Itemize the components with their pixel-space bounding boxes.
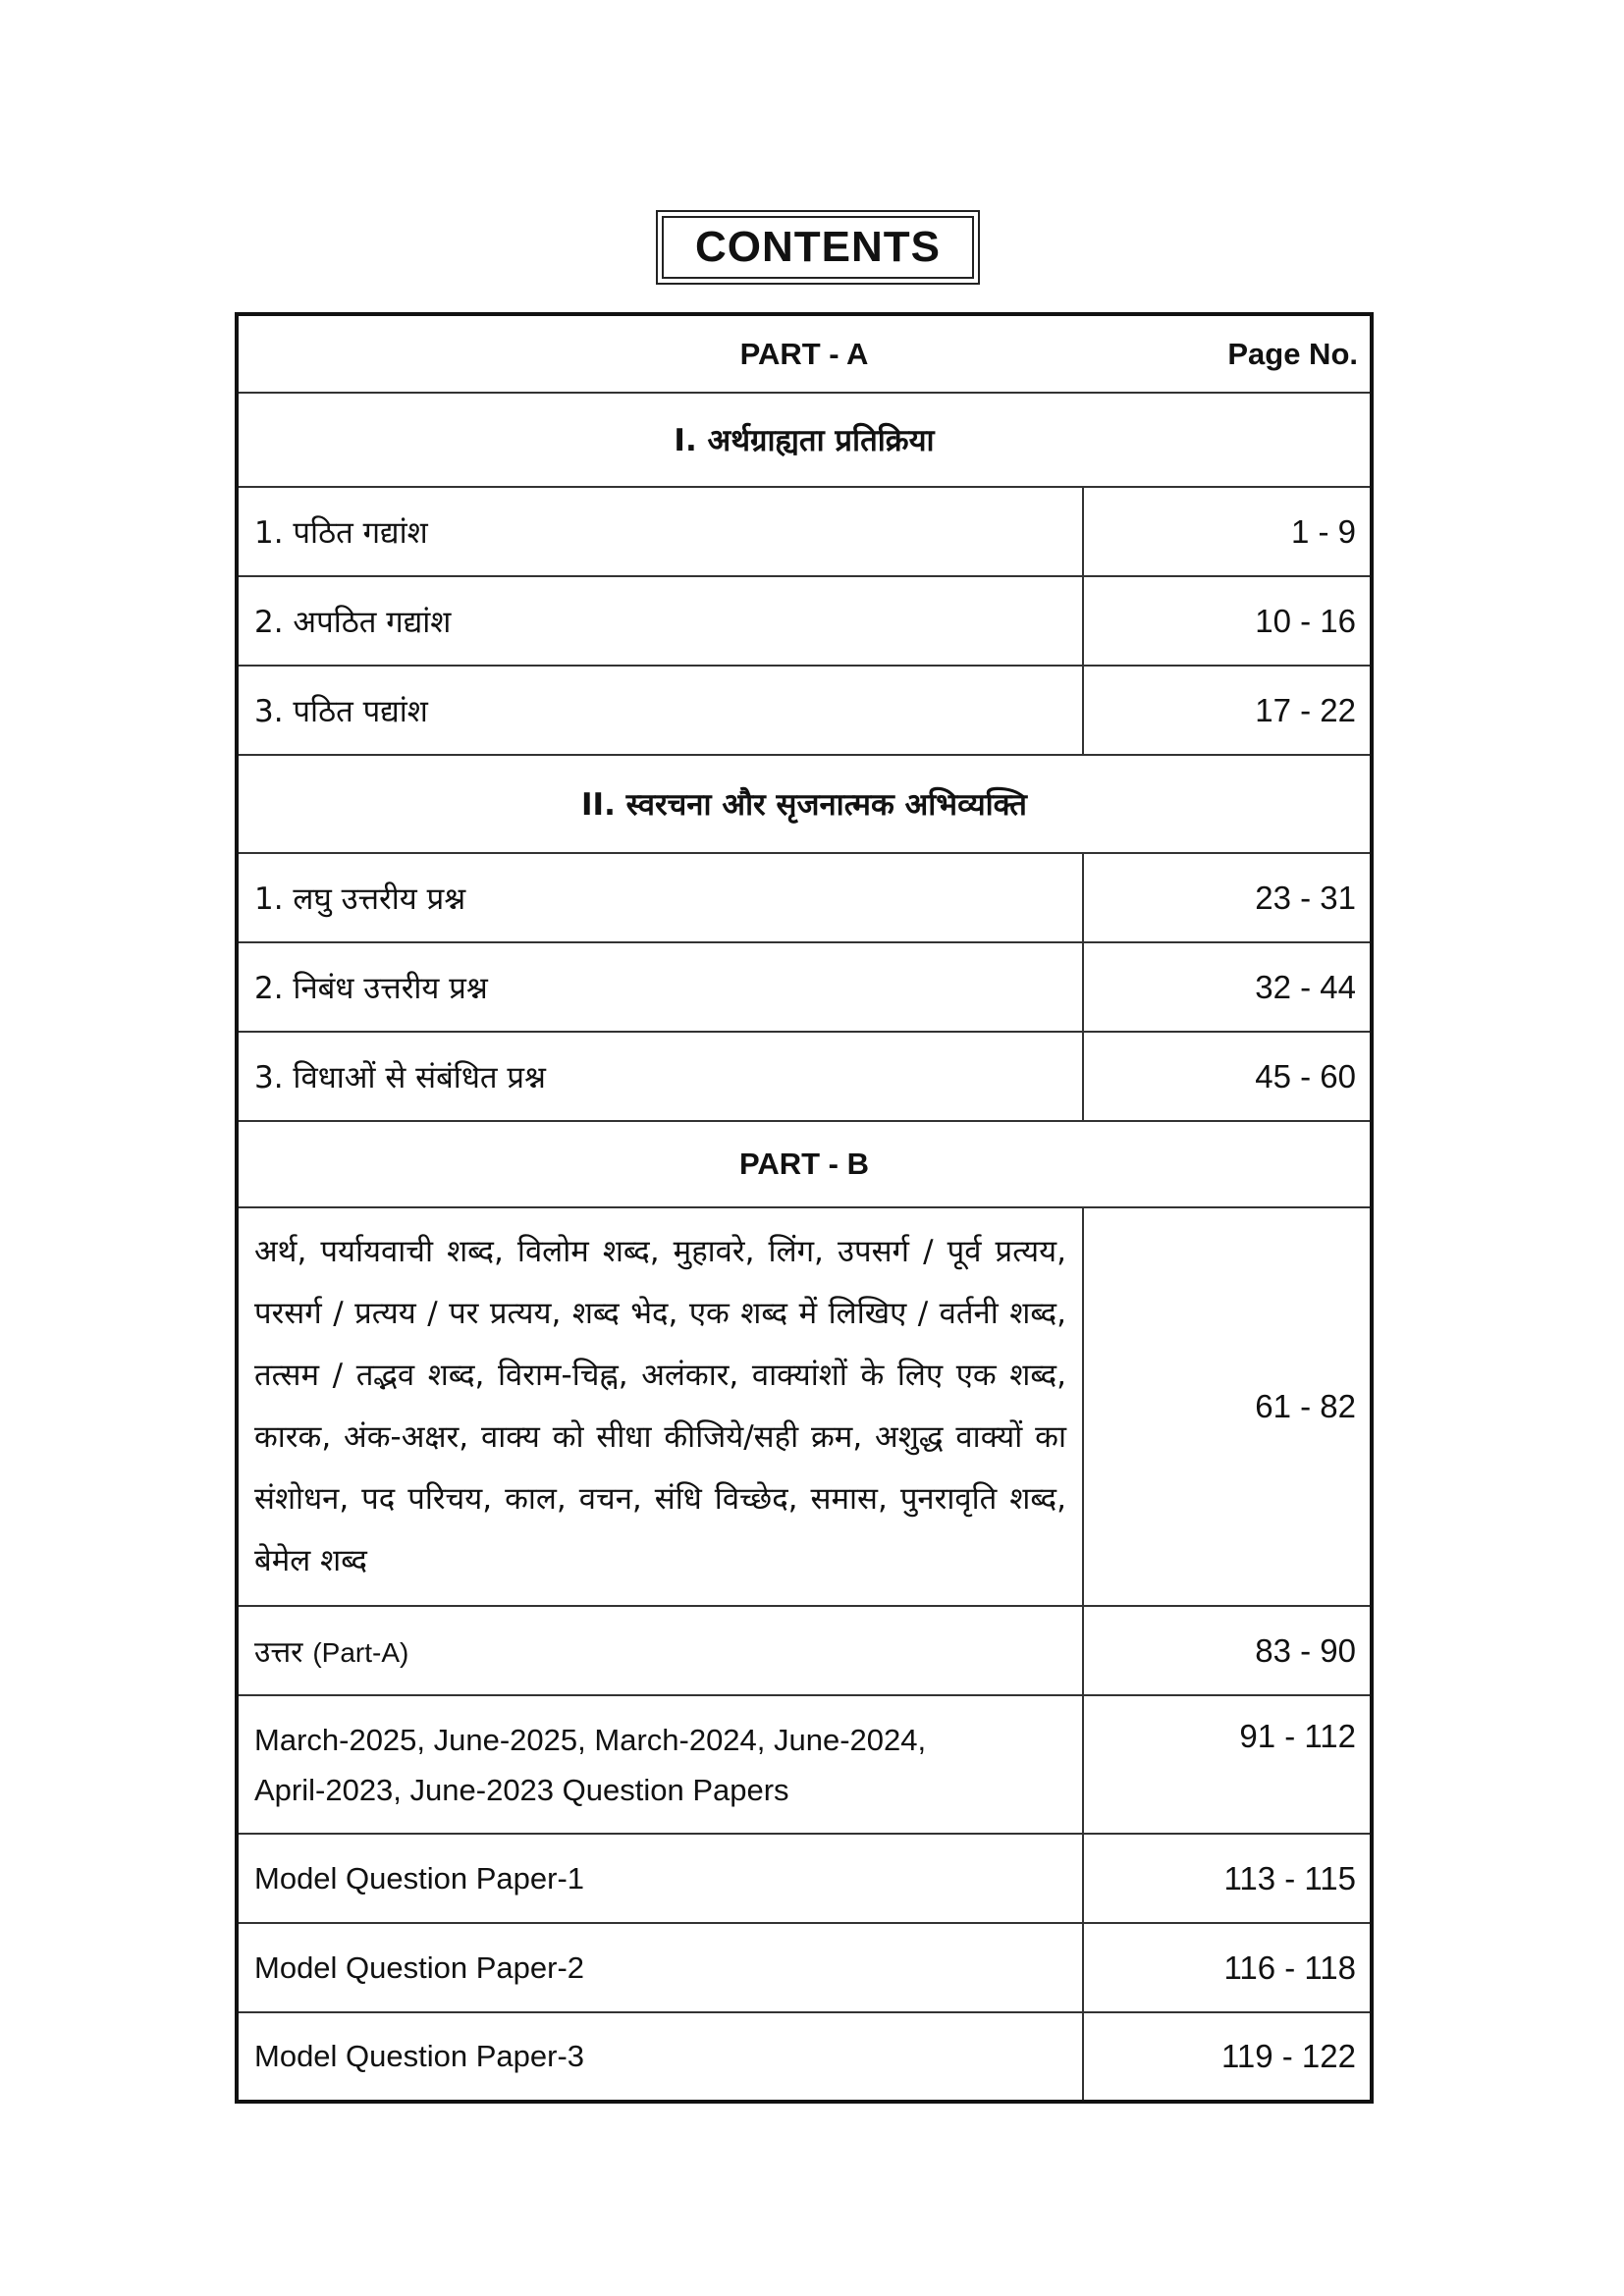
question-papers-line-1: March-2025, June-2025, March-2024, June-2024,	[254, 1722, 927, 1757]
question-papers-line-2: April-2023, June-2023 Question Papers	[254, 1772, 789, 1807]
toc-entry-label: Model Question Paper-2	[237, 1923, 1083, 2012]
toc-row	[237, 576, 1372, 666]
toc-entry-label: Model Question Paper-3	[237, 2012, 1083, 2102]
toc-entry-pages: 116 - 118	[1083, 1923, 1372, 2012]
toc-entry-pages: 91 - 112	[1083, 1695, 1372, 1834]
toc-row	[237, 1207, 1372, 1606]
contents-table	[235, 312, 1374, 2104]
toc-entry-pages: 83 - 90	[1083, 1606, 1372, 1695]
toc-row	[237, 1834, 1372, 1923]
answers-entry-label	[237, 1606, 1083, 1695]
part-b-header-row	[237, 1121, 1372, 1207]
toc-entry-pages: 17 - 22	[1083, 666, 1372, 755]
toc-entry-pages: 113 - 115	[1083, 1834, 1372, 1923]
question-papers-label	[237, 1695, 1083, 1834]
toc-row	[237, 487, 1372, 576]
section-1-heading: I. अर्थग्राह्यता प्रतिक्रिया	[237, 393, 1372, 487]
answers-label-english: (Part-A)	[312, 1637, 409, 1668]
toc-entry-label: 2. निबंध उत्तरीय प्रश्न	[237, 942, 1083, 1032]
part-b-heading: PART - B	[237, 1121, 1372, 1207]
toc-row	[237, 666, 1372, 755]
part-a-heading: PART - A	[739, 336, 869, 371]
toc-entry-label: 3. पठित पद्यांश	[237, 666, 1083, 755]
page-no-heading: Page No.	[1227, 336, 1358, 371]
part-a-header-row	[237, 314, 1372, 393]
part-a-header-cell	[237, 314, 1372, 393]
toc-row	[237, 1923, 1372, 2012]
grammar-topics-text: अर्थ, पर्यायवाची शब्द, विलोम शब्द, मुहावरे, लिंग, उपसर्ग / पूर्व प्रत्यय, परसर्ग / प्रत्यय / पर प्रत्यय, शब्द भेद, एक शब्द में लिखिए / वर्तनी शब्द, तत्सम / तद्भव शब्द, विराम-चिह्न, अलंकार, वाक्यांशों के लिए एक शब्द, कारक, अंक-अक्षर, वाक्य को सीधा कीजिये/सही क्रम, अशुद्ध वाक्यों का संशोधन, पद परिचय, काल, वचन, संधि विच्छेद, समास, पुनरावृति शब्द, बेमेल शब्द	[237, 1207, 1083, 1606]
section-heading-row	[237, 393, 1372, 487]
toc-entry-pages: 32 - 44	[1083, 942, 1372, 1032]
toc-entry-label: 1. पठित गद्यांश	[237, 487, 1083, 576]
toc-entry-pages: 1 - 9	[1083, 487, 1372, 576]
toc-row	[237, 1606, 1372, 1695]
section-heading-row	[237, 755, 1372, 853]
toc-row	[237, 2012, 1372, 2102]
toc-entry-label: 3. विधाओं से संबंधित प्रश्न	[237, 1032, 1083, 1121]
contents-title: CONTENTS	[662, 216, 974, 279]
toc-entry-pages: 10 - 16	[1083, 576, 1372, 666]
toc-entry-pages: 45 - 60	[1083, 1032, 1372, 1121]
answers-label-hindi: उत्तर	[254, 1635, 303, 1670]
toc-entry-pages: 61 - 82	[1083, 1207, 1372, 1606]
toc-entry-label: 2. अपठित गद्यांश	[237, 576, 1083, 666]
toc-entry-label: 1. लघु उत्तरीय प्रश्न	[237, 853, 1083, 942]
toc-entry-pages: 119 - 122	[1083, 2012, 1372, 2102]
toc-row	[237, 942, 1372, 1032]
toc-row	[237, 1695, 1372, 1834]
toc-row	[237, 1032, 1372, 1121]
toc-row	[237, 853, 1372, 942]
contents-title-box	[656, 210, 980, 285]
toc-entry-pages: 23 - 31	[1083, 853, 1372, 942]
section-2-heading: II. स्वरचना और सृजनात्मक अभिव्यक्ति	[237, 755, 1372, 853]
toc-entry-label: Model Question Paper-1	[237, 1834, 1083, 1923]
